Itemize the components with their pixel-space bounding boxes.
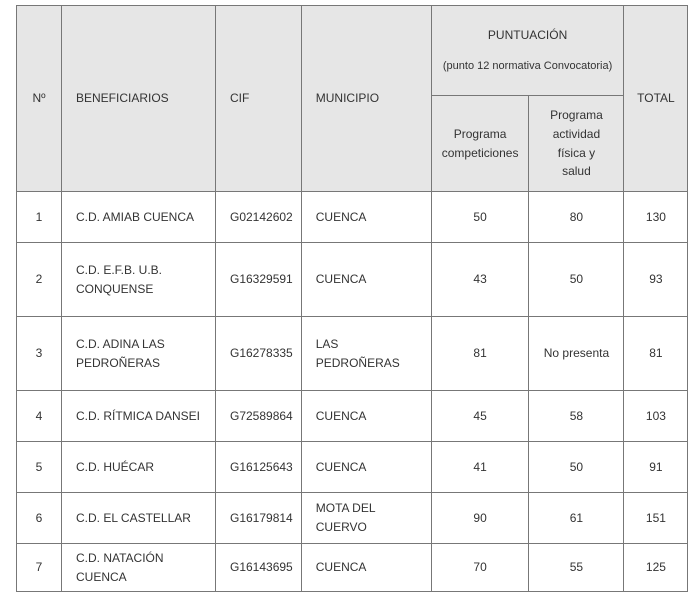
table-row (17, 317, 688, 391)
cell-no: 3 (17, 317, 62, 391)
cell-municipio: LAS PEDROÑERAS (301, 317, 431, 391)
table-row (17, 442, 688, 493)
cell-competiciones: 50 (431, 192, 529, 243)
cell-beneficiario: C.D. AMIAB CUENCA (62, 192, 216, 243)
header-total: TOTAL (624, 6, 688, 192)
cell-no: 5 (17, 442, 62, 493)
cell-beneficiario: C.D. EL CASTELLAR (62, 493, 216, 544)
cell-municipio: CUENCA (301, 391, 431, 442)
cell-beneficiario: C.D. RÍTMICA DANSEI (62, 391, 216, 442)
table-header (17, 6, 688, 192)
cell-beneficiario: C.D. E.F.B. U.B. CONQUENSE (62, 243, 216, 317)
cell-cif: G16329591 (216, 243, 302, 317)
table-row (17, 544, 688, 592)
cell-competiciones: 70 (431, 544, 529, 592)
cell-cif: G72589864 (216, 391, 302, 442)
cell-actividad: 61 (529, 493, 624, 544)
cell-actividad: No presenta (529, 317, 624, 391)
cell-competiciones: 90 (431, 493, 529, 544)
cell-competiciones: 41 (431, 442, 529, 493)
header-municipio: MUNICIPIO (301, 6, 431, 192)
cell-no: 6 (17, 493, 62, 544)
table-row (17, 243, 688, 317)
header-row-top (17, 6, 688, 96)
cell-actividad: 50 (529, 442, 624, 493)
cell-beneficiario: C.D. NATACIÓN CUENCA (62, 544, 216, 592)
cell-no: 1 (17, 192, 62, 243)
cell-no: 7 (17, 544, 62, 592)
cell-municipio: CUENCA (301, 243, 431, 317)
cell-competiciones: 45 (431, 391, 529, 442)
cell-cif: G16278335 (216, 317, 302, 391)
header-puntuacion-subtitle: (punto 12 normativa Convocatoria) (442, 60, 613, 73)
cell-beneficiario: C.D. ADINA LAS PEDROÑERAS (62, 317, 216, 391)
cell-actividad: 58 (529, 391, 624, 442)
cell-no: 2 (17, 243, 62, 317)
cell-competiciones: 43 (431, 243, 529, 317)
header-puntuacion-title: PUNTUACIÓN (487, 27, 568, 42)
table-row (17, 493, 688, 544)
cell-total: 93 (624, 243, 688, 317)
cell-total: 125 (624, 544, 688, 592)
table-row (17, 391, 688, 442)
cell-cif: G16143695 (216, 544, 302, 592)
cell-total: 151 (624, 493, 688, 544)
cell-beneficiario: C.D. HUÉCAR (62, 442, 216, 493)
cell-cif: G16179814 (216, 493, 302, 544)
cell-total: 130 (624, 192, 688, 243)
cell-cif: G16125643 (216, 442, 302, 493)
header-beneficiarios: BENEFICIARIOS (62, 6, 216, 192)
table-body (17, 192, 688, 592)
header-no: Nº (17, 6, 62, 192)
cell-total: 91 (624, 442, 688, 493)
cell-competiciones: 81 (431, 317, 529, 391)
cell-actividad: 80 (529, 192, 624, 243)
header-programa-competiciones: Programa competiciones (431, 96, 529, 192)
beneficiaries-table (16, 5, 688, 592)
header-cif: CIF (216, 6, 302, 192)
table-row (17, 192, 688, 243)
cell-no: 4 (17, 391, 62, 442)
cell-municipio: CUENCA (301, 192, 431, 243)
cell-total: 81 (624, 317, 688, 391)
cell-actividad: 55 (529, 544, 624, 592)
cell-cif: G02142602 (216, 192, 302, 243)
cell-municipio: MOTA DEL CUERVO (301, 493, 431, 544)
cell-total: 103 (624, 391, 688, 442)
cell-actividad: 50 (529, 243, 624, 317)
cell-municipio: CUENCA (301, 442, 431, 493)
cell-municipio: CUENCA (301, 544, 431, 592)
header-programa-actividad: Programa actividad física y salud (529, 96, 624, 192)
header-puntuacion (431, 6, 624, 96)
